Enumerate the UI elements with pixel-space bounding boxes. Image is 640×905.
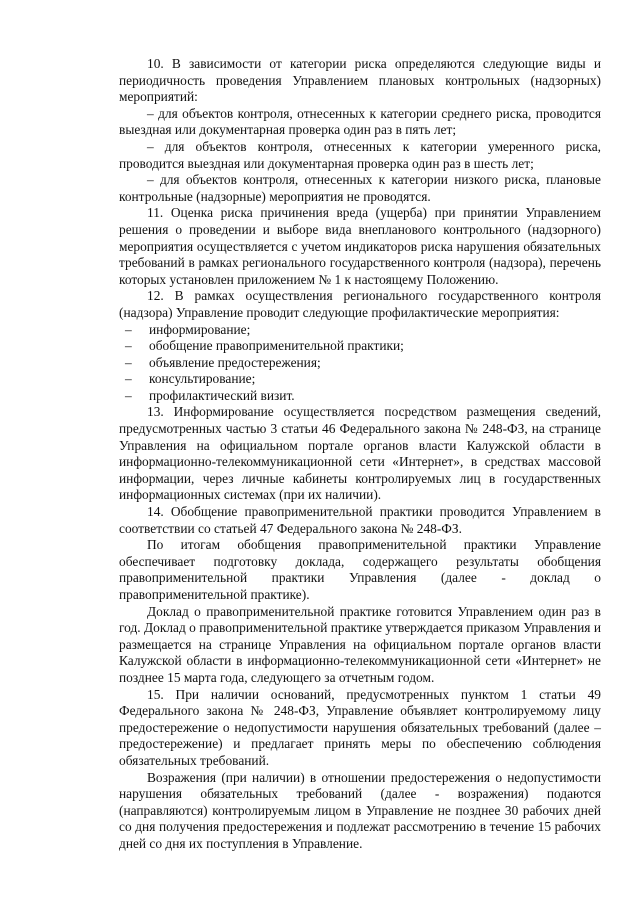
paragraph-14: 14. Обобщение правоприменительной практики проводится Управлением в соответствии со статьей 47 Федерального закона № 248-ФЗ. [119, 504, 601, 536]
list-dash: – [125, 338, 132, 354]
paragraph-14-report-preparation: По итогам обобщения правоприменительной практики Управление обеспечивает подготовку доклада, содержащего результаты обобщения правоприменительной практики Управления (далее - доклад о правоприменительной практике). [119, 537, 601, 602]
list-dash: – [125, 354, 132, 370]
list-item [125, 355, 601, 372]
paragraph-12: 12. В рамках осуществления регионального государственного контроля (надзора) Управление проводит следующие профилактические мероприятия: [119, 288, 601, 320]
paragraph-11: 11. Оценка риска причинения вреда (ущерба) при принятии Управлением решения о проведении и выборе вида внепланового контрольного (надзорного) мероприятия осуществляется с учетом индикаторов риска нарушения обязательных требований в рамках регионального государственного контроля (надзора), перечень которых установлен приложением № 1 к настоящему Положению. [119, 205, 601, 287]
list-item [125, 371, 601, 388]
list-item [125, 338, 601, 355]
paragraph-10-medium-risk: – для объектов контроля, отнесенных к категории среднего риска, проводится выездная или документарная проверка один раз в пять лет; [119, 105, 601, 138]
list-item-text: информирование; [149, 321, 251, 337]
paragraph-15-objections: Возражения (при наличии) в отношении предостережения о недопустимости нарушения обязательных требований (далее - возражения) подаются (направляются) контролируемым лицом в Управление не позднее 30 рабочих дней со дня получения предостережения и подлежат рассмотрению в течение 15 рабочих дней со дня их поступления в Управление. [119, 769, 601, 851]
paragraph-15: 15. При наличии оснований, предусмотренных пунктом 1 статьи 49 Федерального закона № 248-ФЗ, Управление объявляет контролируемому лицу предостережение о недопустимости нарушения обязательных требований (далее – предостережение) и предлагает принять меры по обеспечению соблюдения обязательных требований. [119, 686, 601, 768]
paragraph-13: 13. Информирование осуществляется посредством размещения сведений, предусмотренных частью 3 статьи 46 Федерального закона № 248-ФЗ, на странице Управления на официальном портале органов власти Калужской области в информационно-телекоммуникационной сети «Интернет», в средствах массовой информации, через личные кабинеты контролируемых лиц в государственных информационных системах (при их наличии). [119, 404, 601, 503]
list-item-text: консультирование; [149, 371, 256, 387]
document-body [119, 56, 601, 853]
paragraph-10-moderate-risk: – для объектов контроля, отнесенных к категории умеренного риска, проводится выездная или документарная проверка один раз в шесть лет; [119, 138, 601, 171]
paragraph-10-low-risk: – для объектов контроля, отнесенных к категории низкого риска, плановые контрольные (надзорные) мероприятия не проводятся. [119, 172, 601, 204]
paragraph-14-report-publication: Доклад о правоприменительной практике готовится Управлением один раз в год. Доклад о правоприменительной практике утверждается приказом Управления и размещается на странице Управления на официальном портале органов власти Калужской области в информационно-телекоммуникационной сети «Интернет» не позднее 15 марта года, следующего за отчетным годом. [119, 603, 601, 685]
prevention-measures-list [119, 322, 601, 405]
list-item-text: обобщение правоприменительной практики; [149, 338, 404, 354]
list-item [125, 388, 601, 405]
paragraph-10: 10. В зависимости от категории риска определяются следующие виды и периодичность проведения Управлением плановых контрольных (надзорных) мероприятий: [119, 56, 601, 105]
list-dash: – [125, 371, 132, 387]
list-item-text: объявление предостережения; [149, 354, 321, 370]
list-item [125, 322, 601, 339]
list-dash: – [125, 321, 132, 337]
list-item-text: профилактический визит. [149, 387, 295, 403]
list-dash: – [125, 387, 132, 403]
